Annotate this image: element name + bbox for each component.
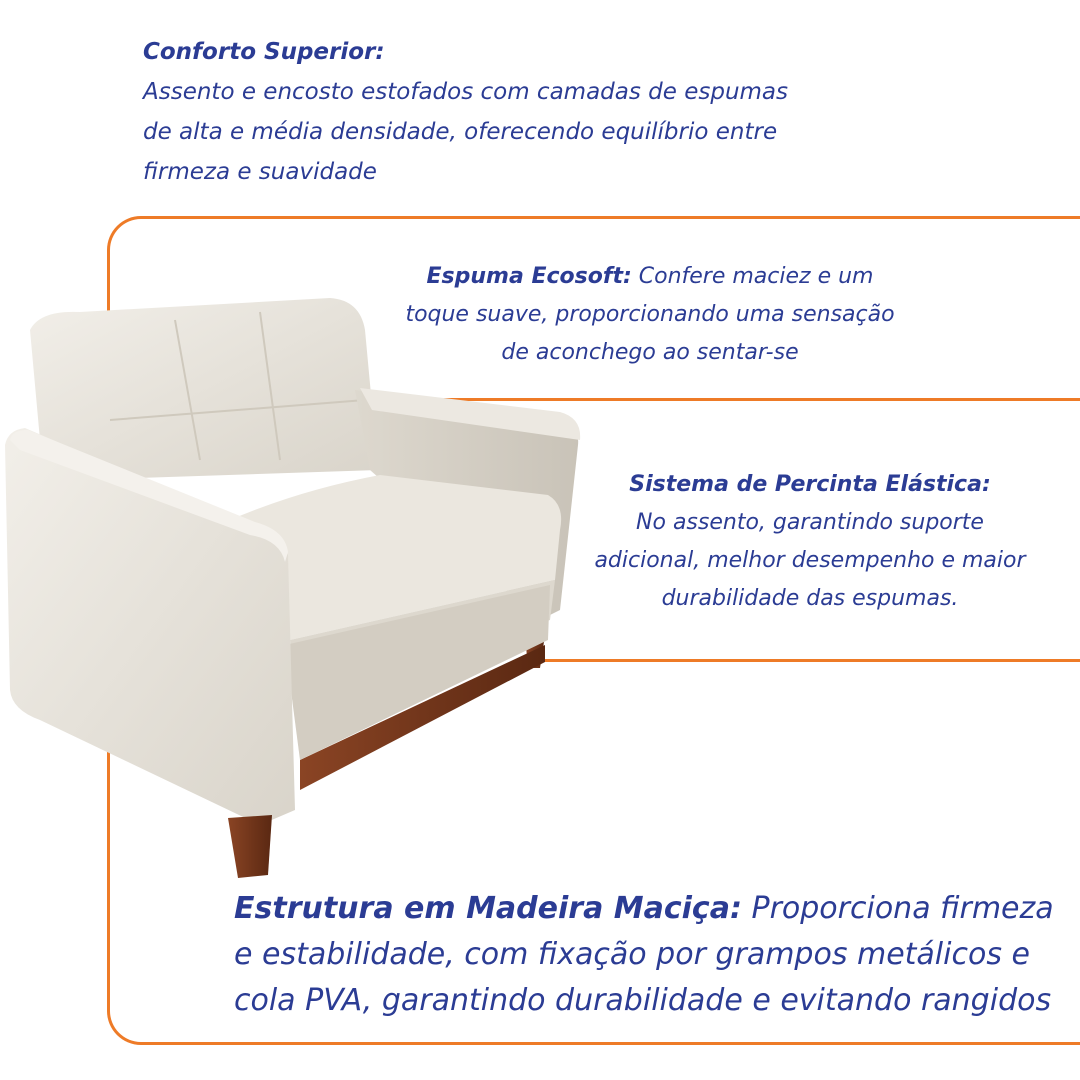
feature-estrutura-madeira [234,886,1064,1024]
feature-title: Espuma Ecosoft: [426,264,632,289]
armchair-image [0,290,600,880]
feature-title: Sistema de Percinta Elástica: [629,472,991,497]
feature-description: No assento, garantindo suporte adicional, melhor desempenho e maior durabilidade das espumas. [594,510,1026,611]
feature-description: Proporciona firmeza e estabilidade, com fixação por grampos metálicos e cola PVA, garantindo durabilidade e evitando rangidos [234,891,1054,1018]
feature-description: Assento e encosto estofados com camadas de espumas de alta e média densidade, oferecendo equilíbrio entre firmeza e suavidade [143,79,789,185]
feature-title: Conforto Superior: [143,39,385,65]
feature-description: Confere maciez e um toque suave, proporcionando uma sensação de aconchego ao sentar-se [405,264,895,365]
feature-title: Estrutura em Madeira Maciça: [234,891,742,926]
feature-conforto-superior [143,32,803,192]
divider-line [540,659,1080,662]
feature-percinta-elastica [590,466,1030,618]
